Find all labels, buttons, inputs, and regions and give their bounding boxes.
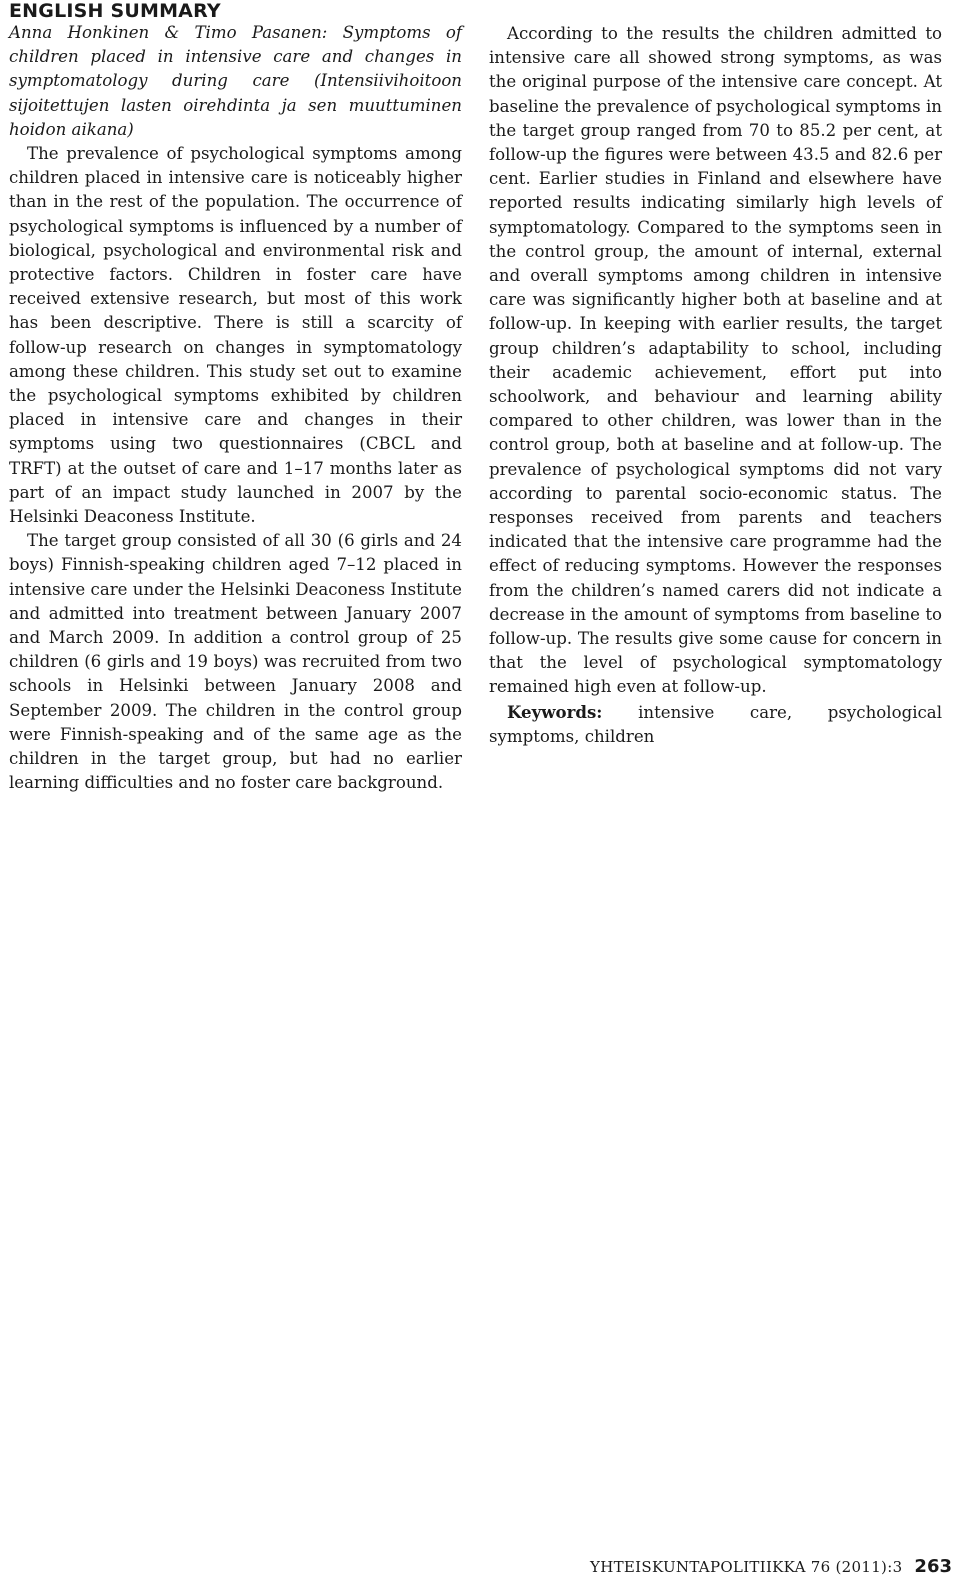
section-heading: ENGLISH SUMMARY bbox=[9, 0, 221, 22]
article-title: Anna Honkinen & Timo Pasanen: Symptoms of children placed in intensive care and changes in symptomatology during care (Intensiivihoitoon sijoitettujen lasten oirehdinta ja sen muuttuminen hoidon aikana) bbox=[9, 23, 462, 139]
keywords-label: Keywords: bbox=[507, 701, 603, 722]
right-column bbox=[489, 22, 942, 749]
journal-citation: YHTEISKUNTAPOLITIIKKA 76 (2011):3 bbox=[590, 1558, 903, 1576]
body-paragraph-2: The target group consisted of all 30 (6 girls and 24 boys) Finnish-speaking children aged 7–12 placed in intensive care under the Helsinki Deaconess Institute and admitted into treatment between January 2007 and March 2009. In addition a control group of 25 children (6 girls and 19 boys) was recruited from two schools in Helsinki between January 2008 and September 2009. The children in the control group were Finnish-speaking and of the same age as the children in the target group, but had no earlier learning difficulties and no foster care background. bbox=[9, 531, 462, 793]
body-paragraph-1: The prevalence of psychological symptoms among children placed in intensive care is noticeably higher than in the rest of the population. The occurrence of psychological symptoms is influenced by a number of biological, psychological and environmental risk and protective factors. Children in foster care have received extensive research, but most of this work has been descriptive. There is still a scarcity of follow-up research on changes in symptomatology among these children. This study set out to examine the psychological symptoms exhibited by children placed in intensive care and changes in their symptoms using two questionnaires (CBCL and TRFT) at the outset of care and 1–17 months later as part of an impact study launched in 2007 by the Helsinki Deaconess Institute. bbox=[9, 144, 462, 527]
page-footer bbox=[572, 1555, 952, 1579]
keywords-text: intensive care, psychological symptoms, children bbox=[489, 702, 942, 746]
left-column bbox=[9, 21, 462, 796]
page-number: 263 bbox=[914, 1556, 952, 1577]
keywords-paragraph bbox=[489, 700, 942, 749]
article-title-paragraph bbox=[9, 21, 462, 142]
body-paragraph-3: According to the results the children admitted to intensive care all showed strong symptoms, as was the original purpose of the intensive care concept. At baseline the prevalence of psychological symptoms in the target group ranged from 70 to 85.2 per cent, at follow-up the figures were between 43.5 and 82.6 per cent. Earlier studies in Finland and elsewhere have reported results indicating similarly high levels of symptomatology. Compared to the symptoms seen in the control group, the amount of internal, external and overall symptoms among children in intensive care was significantly higher both at baseline and at follow-up. In keeping with earlier results, the target group children’s adaptability to school, including their academic achievement, effort put into schoolwork, and behaviour and learning ability compared to other children, was lower than in the control group, both at baseline and at follow-up. The prevalence of psychological symptoms did not vary according to parental socio-economic status. The responses received from parents and teachers indicated that the intensive care programme had the effect of reducing symptoms. However the responses from the children’s named carers did not indicate a decrease in the amount of symptoms from baseline to follow-up. The results give some cause for concern in that the level of psychological symptomatology remained high even at follow-up. bbox=[489, 24, 942, 697]
